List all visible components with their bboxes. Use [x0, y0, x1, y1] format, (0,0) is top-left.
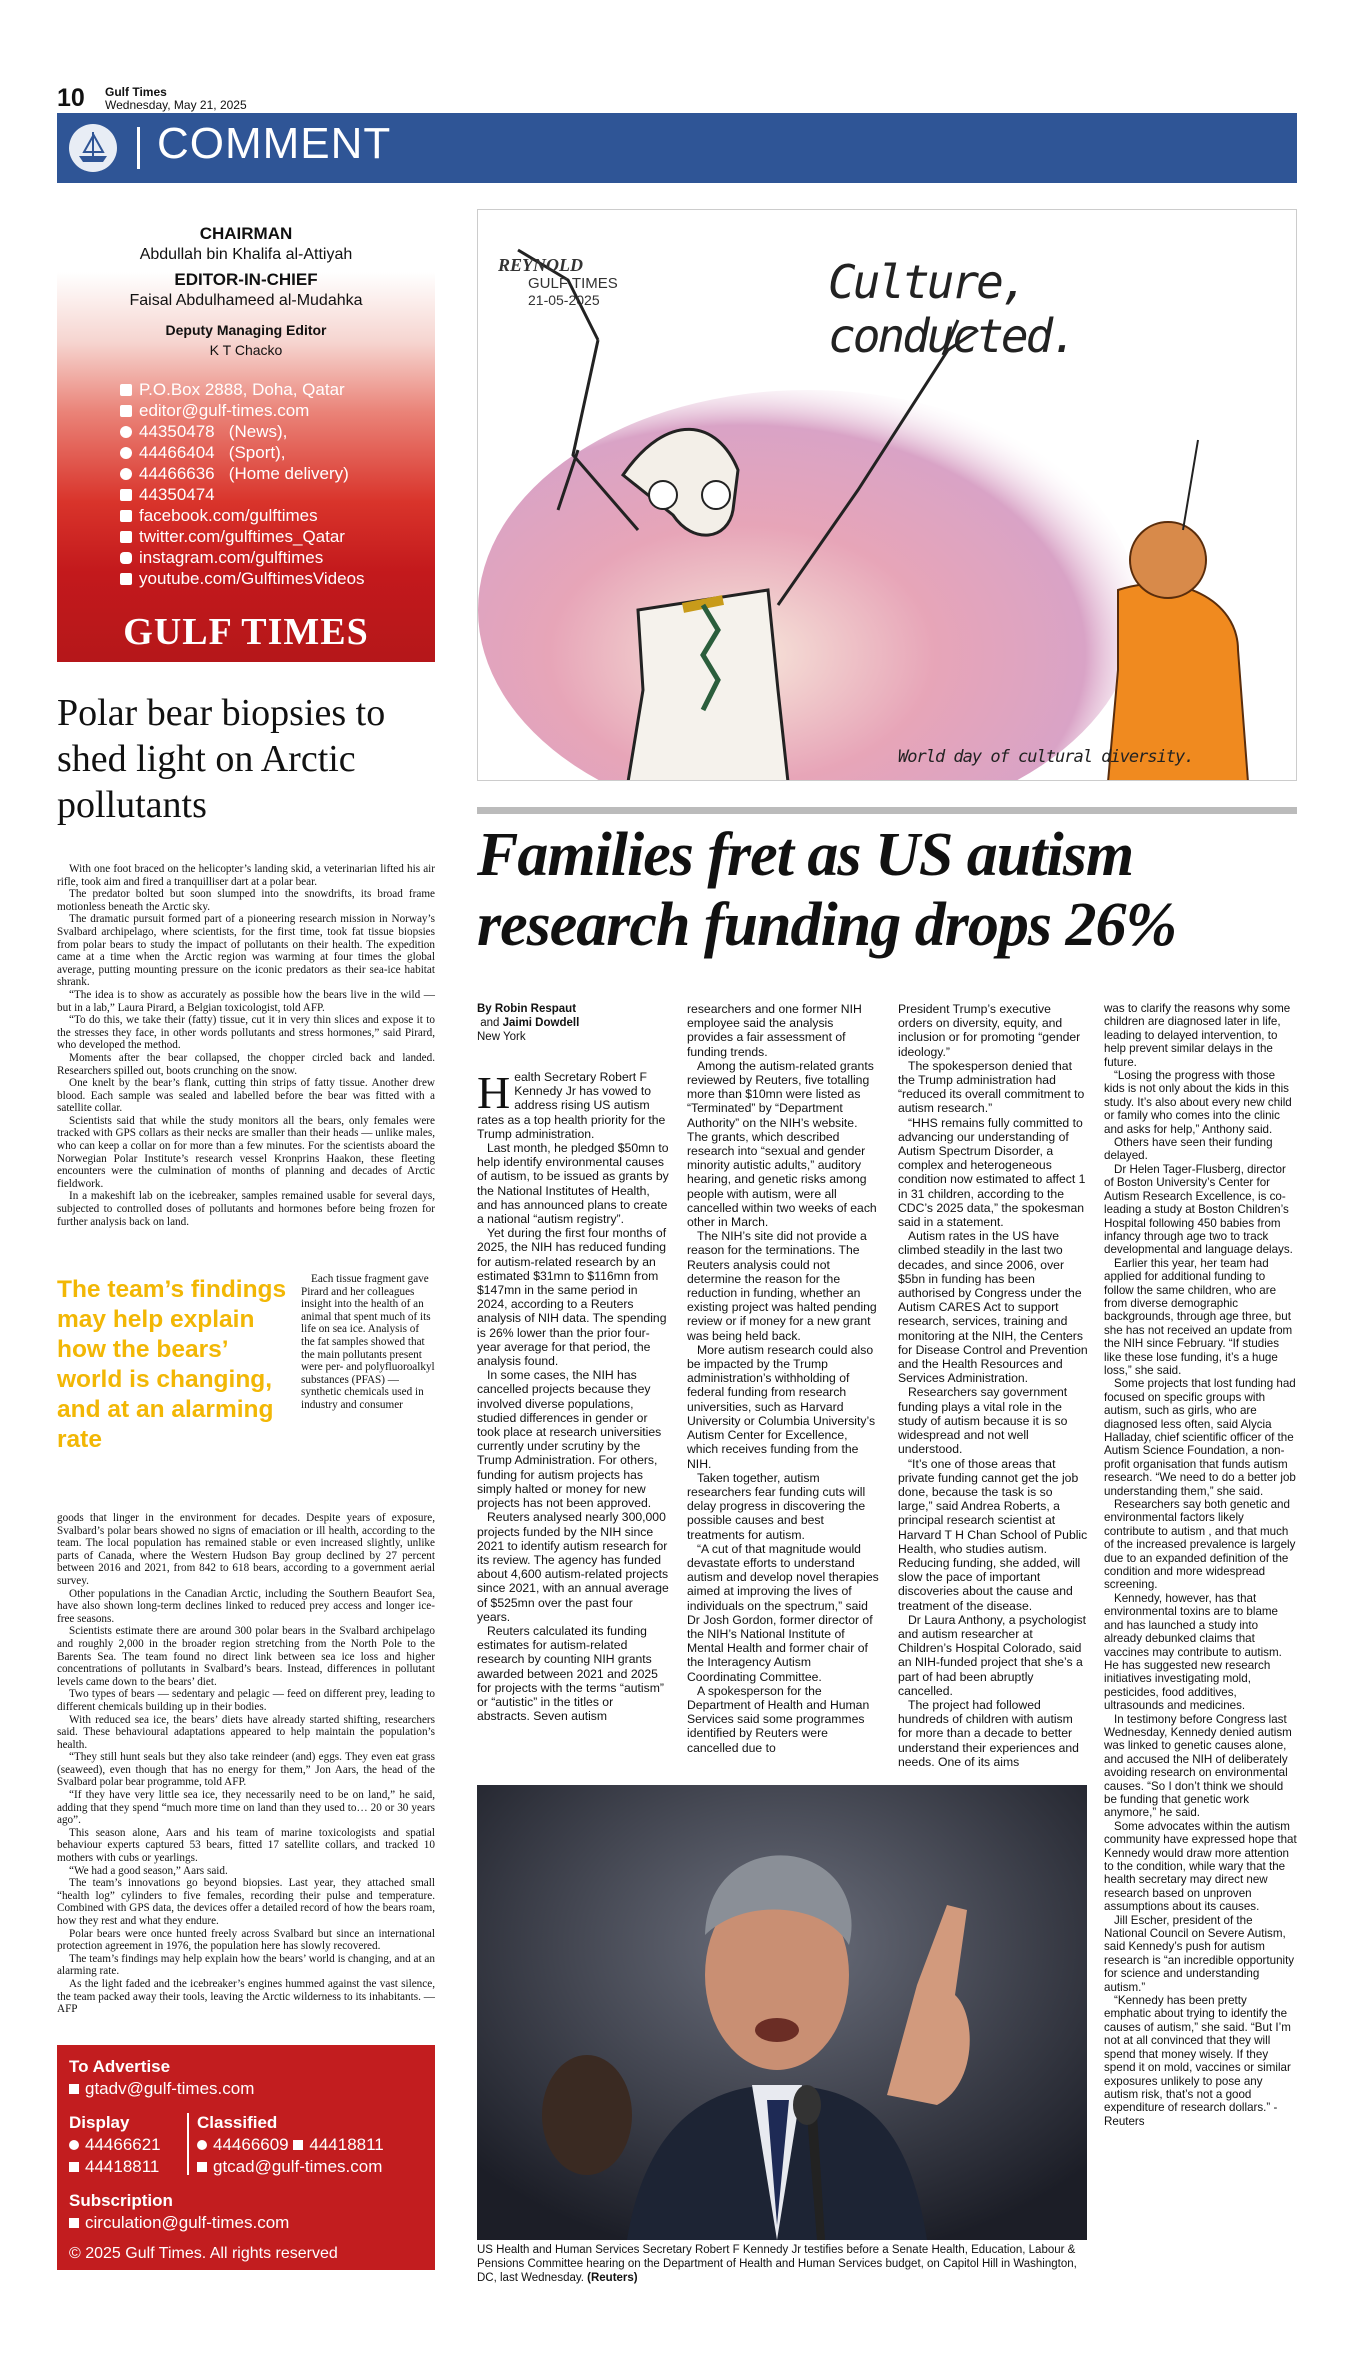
paragraph: With one foot braced on the helicopter’s landing skid, a veterinarian lifted his air rifle, took aim and fired a tranquilliser dart at a polar bear.	[57, 863, 435, 888]
paragraph: President Trump’s executive orders on diversity, equity, and inclusion or for promoting “gender ideology.”	[898, 1002, 1081, 1059]
polar-body-part1	[57, 863, 435, 1228]
x-twitter-icon	[120, 531, 132, 543]
banner-divider	[137, 127, 140, 169]
paragraph: In a makeshift lab on the icebreaker, samples remained usable for several days, subjected to controlled doses of pollutants and hormones before being frozen for further analysis back on land.	[57, 1190, 435, 1228]
editor-name: Faisal Abdulhameed al-Mudahka	[129, 292, 363, 309]
paragraph: “If they have very little sea ice, they necessarily need to be on land,” he said, adding that they spend “much more time on land than they used to… 20 or 30 years ago”.	[57, 1789, 435, 1827]
paragraph: Polar bears were once hunted freely across Svalbard but since an international protection agreement in 1976, the population here has slowly recovered.	[57, 1927, 435, 1953]
paragraph: In some cases, the NIH has cancelled projects because they involved diverse populations, studied differences in gender or took place at research universities currently under scrutiny by the Trump Administration. For others, funding for autism projects has simply halted or money for new projects has not been approved.	[477, 1368, 662, 1511]
paragraph: Earlier this year, her team had applied for additional funding to follow the same children, who are from diverse demographic backgrounds, through age three, but she has not received an update from the NIH since February. “If studies like these lose funding, it’s a huge loss,” she said.	[1104, 1256, 1293, 1377]
facebook-icon	[120, 510, 132, 522]
cartoon-date: 21-05-2025	[528, 292, 600, 308]
gulf-times-logo: GULF TIMES	[123, 611, 369, 653]
polar-body-part2	[301, 1273, 435, 1412]
cartoon-label: World day of cultural diversity.	[898, 747, 1194, 767]
paragraph: Dr Helen Tager-Flusberg, director of Boston University’s Center for Autism Research Excellence, is co-leading a study at Boston Children’s Hospital following 450 babies from infancy through age two to track developmental and language delays.	[1104, 1162, 1293, 1257]
classified-email[interactable]: gtcad@gulf-times.com	[197, 2157, 382, 2177]
section-rule	[477, 807, 1297, 814]
twitter-link[interactable]: twitter.com/gulftimes_Qatar	[120, 527, 345, 547]
paragraph: Last month, he pledged $50mn to help identify environmental causes of autism, to be issued as grants by the National Institutes of Health, and has announced plans to create a national “autism registry”.	[477, 1141, 669, 1227]
paragraph: Kennedy, however, has that environmental toxins are to blame and has launched a study into already debunked claims that vaccines may contribute to autism. He has suggested new research initiatives investigating mold, pesticides, food additives, ultrasounds and medicines.	[1104, 1591, 1282, 1713]
display-title: Display	[69, 2113, 130, 2132]
phone-sport[interactable]: 44466404 (Sport),	[120, 443, 285, 463]
paragraph: The team’s innovations go beyond biopsies. Last year, they attached small “health log” cylinders to five females, recording their pulse and temperature. Combined with GPS data, the devices offer a detailed record of how the bears roam, how they rest and what they endure.	[57, 1877, 435, 1927]
paragraph: Researchers say government funding plays a vital role in the study of autism because it is so widespread and not well understood.	[898, 1385, 1068, 1457]
page-number: 10	[57, 84, 85, 112]
paragraph: Some projects that lost funding had focused on specific groups with autism, such as girls, who are diagnosed less often, said Alycia Halladay, chief scientific officer of the Autism Science Foundation, a non-profit organisation that funds autism research. “We need to do a better job understanding them,” she said.	[1104, 1377, 1296, 1498]
fax-icon	[120, 489, 132, 501]
paragraph: “We had a good season,” Aars said.	[69, 1864, 228, 1877]
paragraph: researchers and one former NIH employee said the analysis provides a fair assessment of funding trends.	[687, 1002, 862, 1059]
paragraph: One knelt by the bear’s flank, cutting thin strips of fatty tissue. Another drew blood. Each sample was sealed and labelled before the bear was fitted with a satellite collar.	[57, 1077, 435, 1115]
deputy-title: Deputy Managing Editor	[165, 322, 327, 338]
article-column-1	[477, 1067, 669, 1724]
paragraph: Some advocates within the autism community have expressed hope that Kennedy would draw more attention to the condition, while wary that the health secretary may direct new research based on unproven assumptions about its causes.	[1104, 1819, 1297, 1914]
facebook-link[interactable]: facebook.com/gulftimes	[120, 506, 318, 526]
paragraph: “To do this, we take their (fatty) tissue, cut it in very thin slices and expose it to the stresses they face, in other words pollutants and stress hormones,” said Pirard, who developed the method.	[57, 1014, 435, 1052]
display-phone-2[interactable]: 44418811	[69, 2157, 159, 2177]
paragraph: Others have seen their funding delayed.	[1104, 1136, 1273, 1163]
advertising-box	[57, 2045, 435, 2270]
article-headline: Families fret as US autism research funding drops 26%	[477, 821, 1177, 959]
classified-phones[interactable]: 44466609 44418811	[197, 2135, 384, 2155]
paragraph: Each tissue fragment gave Pirard and her colleagues insight into the health of an animal that spent much of its life on sea ice. Analysis of the fat samples showed that the main pollutants present were per- and polyfluoroalkyl substances (PFAS) — synthetic chemicals used in industry and consumer	[301, 1273, 435, 1411]
youtube-link[interactable]: youtube.com/GulftimesVideos	[120, 569, 365, 589]
fax-icon	[69, 2162, 79, 2172]
paragraph: Among the autism-related grants reviewed by Reuters, five totalling more than $10mn were listed as “Terminated” by “Department Authority” on the NIH’s website. The grants, which described research into “sexual and gender minority autistic adults,” auditory hearing, and genetic risks among people with autism, were all cancelled within two weeks of each other in March.	[687, 1058, 877, 1230]
phone-delivery[interactable]: 44466636 (Home delivery)	[120, 464, 349, 484]
editorial-cartoon	[477, 209, 1297, 781]
email-link[interactable]: editor@gulf-times.com	[120, 401, 309, 421]
deputy-name: K T Chacko	[209, 342, 283, 358]
article-column-3	[898, 1002, 1088, 1769]
paragraph: goods that linger in the environment for decades. Despite years of exposure, Svalbard’s polar bears showed no signs of emaciation or ill health, according to the team. The local population has remained stable or even increased slightly, unlike parts of Canada, where the Western Hudson Bay group declined by 27 percent between 2016 and 2021, from 842 to 618 bears, according to a government aerial survey.	[57, 1512, 435, 1587]
paragraph: This season alone, Aars and his team of marine toxicologists and spatial behaviour experts captured 53 bears, fitted 17 satellite collars, and tracked 10 mothers with cubs or yearlings.	[57, 1826, 435, 1865]
paragraph: In testimony before Congress last Wednesday, Kennedy denied autism was linked to genetic causes alone, and accused the NIH of deliberately avoiding research on environmental causes. “So I don’t think we should be funding that genetic work anymore,” he said.	[1104, 1712, 1292, 1820]
news-photo	[477, 1785, 1087, 2240]
youtube-icon	[120, 573, 132, 585]
paragraph: “The idea is to show as accurately as possible how the bears live in the wild — but in a lab,” Laura Pirard, a Belgian toxicologist, told AFP.	[57, 988, 435, 1014]
address: P.O.Box 2888, Doha, Qatar	[120, 380, 345, 400]
email-icon	[197, 2162, 207, 2172]
author-1: By Robin Respaut	[477, 1003, 577, 1015]
article-column-4	[1104, 1002, 1297, 2128]
email-icon	[69, 2084, 79, 2094]
paragraph: “Losing the progress with those kids is not only about the kids in this study. It’s also about every new child or family who comes into the clinic and asks for help,” Anthony said.	[1104, 1069, 1292, 1136]
phone-icon	[120, 447, 132, 459]
paper-name: Gulf Times	[105, 85, 167, 99]
dateline: New York	[477, 1031, 526, 1043]
paragraph: Moments after the bear collapsed, the chopper circled back and landed. Researchers spilled out, boots crunching on the snow.	[57, 1051, 435, 1077]
paragraph: The spokesperson denied that the Trump administration had “reduced its overall commitment to autism research.”	[898, 1058, 1085, 1116]
pull-quote: The team’s findings may help explain how the bears’ world is changing, and at an alarming rate	[57, 1276, 287, 1453]
phone-icon	[120, 468, 132, 480]
byline	[477, 1002, 597, 1044]
paragraph: “They still hunt seals but they also take reindeer (and) eggs. They even eat grass (seaweed), even though that has no energy for them,” Jon Aars, the head of the Svalbard polar bear programme, told AFP.	[57, 1751, 435, 1789]
paragraph: Scientists estimate there are around 300 polar bears in the Svalbard archipelago and roughly 2,000 in the broader region stretching from the North Pole to the Barents Sea. The team found no direct link between sea ice loss and higher concentrations of pollutants in Svalbard’s bears. Instead, differences in pollutant levels came down to the bears’ diet.	[57, 1625, 435, 1688]
phone-icon	[120, 426, 132, 438]
paragraph: Health Secretary Robert F Kennedy Jr has vowed to address rising US autism rates as a top health priority for the Trump administration.	[477, 1067, 666, 1141]
advertise-title: To Advertise	[69, 2057, 171, 2076]
subscription-email[interactable]: circulation@gulf-times.com	[69, 2213, 289, 2233]
paragraph: “It’s one of those areas that private funding cannot get the job done, because the task is so large,” said Andrea Roberts, a principal research scientist at Harvard T H Chan School of Public Health, who studies autism. Reducing funding, she added, will slow the pace of important discoveries about the cause and treatment of the disease.	[898, 1456, 1088, 1613]
display-phone-1[interactable]: 44466621	[69, 2135, 161, 2155]
editor-title: EDITOR-IN-CHIEF	[174, 270, 318, 289]
phone-icon	[69, 2140, 79, 2150]
paragraph: Dr Laura Anthony, a psychologist and autism researcher at Children’s Hospital Colorado, said an NIH-funded project that she’s a part of had been abruptly cancelled.	[898, 1612, 1086, 1698]
advertise-email[interactable]: gtadv@gulf-times.com	[69, 2079, 254, 2099]
drop-cap: H	[477, 1067, 511, 1118]
fax-icon	[293, 2140, 303, 2150]
article-column-2	[687, 1002, 880, 1755]
paragraph: Taken together, autism researchers fear funding cuts will delay progress in discovering the possible causes and best treatments for autism.	[687, 1470, 866, 1542]
paragraph: “Kennedy has been pretty emphatic about trying to identify the causes of autism,” she said. “But I’m not at all convinced that they will spend that money wisely. If they spend it on mold, vaccines or similar exposures unlikely to pose any autism risk, that’s not a good expenditure of research dollars.” - Reuters	[1104, 1994, 1291, 2128]
paragraph: Reuters analysed nearly 300,000 projects funded by the NIH since 2021 to identify autism research for its review. The agency has funded about 4,600 autism-related projects since 2021, with an annual average of $525mn over the past four years.	[477, 1510, 669, 1624]
paragraph: The dramatic pursuit formed part of a pioneering research mission in Norway’s Svalbard archipelago, where scientists, for the first time, took fat tissue biopsies from polar bears to study the impact of pollutants on their health. The expedition came at a time when the Arctic region was warming at four times the global average, putting mounting pressure on the iconic predators as their sea-ice habitat shrank.	[57, 913, 435, 989]
fax-number[interactable]: 44350474	[120, 485, 215, 505]
paragraph: Jill Escher, president of the National Council on Severe Autism, said Kennedy’s push for autism research is “an incredible opportunity for science and understanding autism.”	[1104, 1913, 1295, 1994]
paragraph: A spokesperson for the Department of Health and Human Services said some programmes identified by Reuters were cancelled due to	[687, 1683, 870, 1755]
paragraph: The NIH’s site did not provide a reason for the terminations. The Reuters analysis could not determine the reason for the reduction in funding, whether an existing project was halted pending review or if money for a new grant was being held back.	[687, 1229, 877, 1343]
polar-body-part3	[57, 1512, 435, 2016]
paragraph: The project had followed hundreds of children with autism for more than a decade to better understand their experiences and needs. One of its aims	[898, 1697, 1079, 1769]
ship-logo-icon	[69, 124, 117, 172]
photo-caption: US Health and Human Services Secretary Robert F Kennedy Jr testifies before a Senate Health, Education, Labour & Pensions Committee hearing on the Department of Health and Human Services budget, on Capitol Hill in Washington, DC, last Wednesday. (Reuters)	[477, 2244, 1077, 2284]
issue-date: Wednesday, May 21, 2025	[105, 98, 247, 112]
phone-news[interactable]: 44350478 (News),	[120, 422, 287, 442]
polar-headline: Polar bear biopsies to shed light on Arctic pollutants	[57, 692, 386, 826]
classified-title: Classified	[197, 2113, 278, 2132]
paragraph: With reduced sea ice, the bears’ diets have already started shifting, researchers said. These behavioural adaptations appeared to help maintain the population’s health.	[57, 1713, 435, 1751]
page-header	[57, 84, 1297, 112]
masthead-panel	[57, 212, 435, 662]
paragraph: Other populations in the Canadian Arctic, including the Southern Beaufort Sea, have also shown long-term declines linked to reduced prey access and longer ice-free seasons.	[57, 1587, 435, 1625]
subscription-title: Subscription	[69, 2191, 173, 2210]
email-icon	[120, 405, 132, 417]
instagram-icon	[120, 552, 132, 564]
paragraph: Two types of bears — sedentary and pelagic — feed on different prey, leading to different chemicals building up in their bodies.	[57, 1688, 435, 1713]
paragraph: was to clarify the reasons why some children are diagnosed later in life, leading to delayed intervention, to help prevent similar delays in the future.	[1104, 1002, 1291, 1069]
paragraph: Yet during the first four months of 2025, the NIH has reduced funding for autism-related research by an estimated $31mn to $116mn from $147mn in the same period in 2024, according to a Reuters analysis of NIH data. The spending is 26% lower than the prior four-year average for that period, the analysis found.	[477, 1226, 667, 1369]
paragraph: Autism rates in the US have climbed steadily in the last two decades, and since 2006, over $5bn in funding has been authorised by Congress under the Autism CARES Act to support research, services, training and monitoring at the NIH, the Centers for Disease Control and Prevention and the Health Resources and Services Administration.	[898, 1229, 1088, 1386]
copyright: © 2025 Gulf Times. All rights reserved	[69, 2245, 338, 2262]
paragraph: As the light faded and the icebreaker’s engines hummed against the vast silence, the team packed away their tools, leaving the Arctic wilderness to its inhabitants. — AFP	[57, 1977, 435, 2016]
ad-divider	[187, 2113, 189, 2175]
chairman-title: CHAIRMAN	[199, 224, 293, 243]
phone-icon	[197, 2140, 207, 2150]
photo-kennedy	[477, 1785, 1087, 2240]
photo-credit: (Reuters)	[587, 2272, 638, 2284]
email-icon	[69, 2218, 79, 2228]
author-2: Jaimi Dowdell	[502, 1017, 580, 1029]
byline-and: and	[477, 1017, 503, 1029]
paragraph: The team’s findings may help explain how the bears’ world is changing, and at an alarming rate.	[57, 1952, 435, 1978]
section-banner	[57, 113, 1297, 183]
paragraph: “A cut of that magnitude would devastate efforts to understand autism and develop novel therapies aimed at improving the lives of individuals on the spectrum,” said Dr Josh Gordon, former director of the NIH’s National Institute of Mental Health and former chair of the Interagency Autism Coordinating Committee.	[687, 1541, 879, 1684]
mailbox-icon	[120, 384, 132, 396]
paragraph: Reuters calculated its funding estimates for autism-related research by counting NIH grants awarded between 2021 and 2025 for projects with the terms “autism” or “autistic” in the titles or abstracts. Seven autism	[477, 1623, 664, 1724]
instagram-link[interactable]: instagram.com/gulftimes	[120, 548, 323, 568]
paragraph: The predator bolted but soon slumped into the snowdrifts, its broad frame motionless beneath the Arctic sky.	[57, 888, 435, 913]
cartoon-credit: GULF TIMES	[528, 275, 618, 292]
paragraph: More autism research could also be impacted by the Trump administration’s withholding of federal funding from research universities, such as Harvard University or Columbia University’s Autism Center for Excellence, which receives funding from the NIH.	[687, 1342, 876, 1471]
section-title: COMMENT	[157, 119, 392, 168]
chairman-name: Abdullah bin Khalifa al-Attiyah	[139, 246, 353, 263]
paragraph: “HHS remains fully committed to advancing our understanding of Autism Spectrum Disorder, a complex and heterogeneous condition now estimated to affect 1 in 31 children, according to the CDC’s 2025 data,” the spokesman said in a statement.	[898, 1115, 1086, 1230]
paragraph: Scientists said that while the study monitors all the bears, only females were tracked with GPS collars as their necks are smaller than their heads — unlike males, who can keep a collar on for more than a few minutes. For the scientists aboard the Norwegian Polar Institute’s research vessel Kronprins Haakon, these fleeting encounters were the culmination of months of planning and decades of Arctic fieldwork.	[57, 1114, 435, 1190]
cartoon-title: Culture, conducted.	[828, 255, 1075, 363]
cartoonist-signature: REYNOLD	[498, 255, 583, 275]
paragraph: Researchers say both genetic and environmental factors likely contribute to autism , and that much of the increased prevalence is largely due to an expanded definition of the condition and more widespread screening.	[1104, 1498, 1296, 1592]
